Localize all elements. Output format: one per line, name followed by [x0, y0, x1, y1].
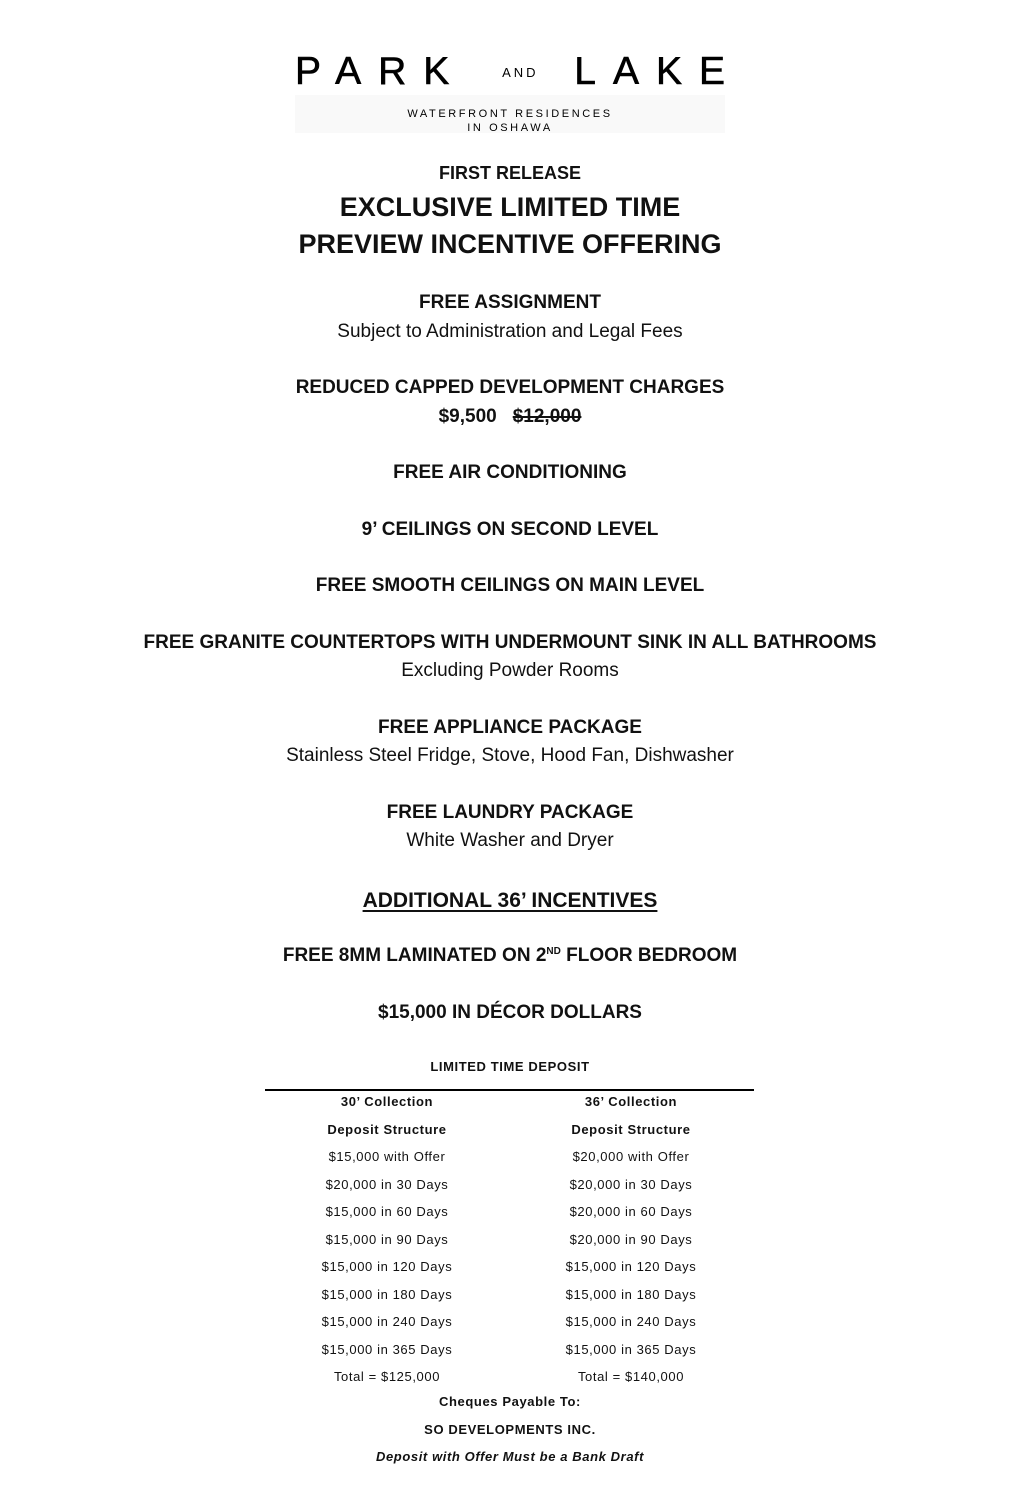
deposit-row: $20,000 in 30 Days	[325, 1176, 449, 1192]
incentive-laundry-note: White Washer and Dryer	[406, 830, 614, 851]
column-structure: Deposit Structure	[571, 1121, 691, 1137]
incentive-ceilings-second-level: 9’ CEILINGS ON SECOND LEVEL	[361, 519, 659, 540]
deposit-row: $15,000 in 180 Days	[321, 1286, 453, 1302]
additional-incentives-heading: ADDITIONAL 36’ INCENTIVES	[362, 889, 658, 912]
deposit-total: Total = $140,000	[577, 1369, 685, 1384]
column-structure: Deposit Structure	[327, 1121, 447, 1137]
logo-word-lake: LAKE	[574, 50, 742, 93]
incentive-dev-charges-title: REDUCED CAPPED DEVELOPMENT CHARGES	[295, 377, 725, 398]
incentive-decor-dollars: $15,000 IN DÉCOR DOLLARS	[378, 1002, 642, 1023]
release-label: FIRST RELEASE	[438, 163, 581, 183]
deposit-row: $20,000 in 30 Days	[569, 1176, 693, 1192]
cheques-payable-label: Cheques Payable To:	[439, 1394, 581, 1409]
deposit-row: $15,000 in 365 Days	[321, 1341, 453, 1357]
deposit-row: $15,000 in 60 Days	[325, 1204, 449, 1219]
logo-tagline-1: WATERFRONT RESIDENCES	[407, 108, 613, 120]
deposit-row: $15,000 in 120 Days	[321, 1259, 453, 1274]
deposit-row: $20,000 with Offer	[572, 1149, 690, 1164]
incentive-granite-title: FREE GRANITE COUNTERTOPS WITH UNDERMOUNT SINK IN ALL BATHROOMS	[143, 632, 877, 653]
column-collection: 36’ Collection	[584, 1094, 678, 1109]
dev-charges-old-price: $12,000	[512, 406, 582, 427]
laminate-superscript: ND	[546, 946, 561, 957]
column-collection: 30’ Collection	[340, 1094, 434, 1109]
incentive-air-conditioning: FREE AIR CONDITIONING	[393, 462, 627, 483]
dev-charges-new-price: $9,500	[438, 406, 497, 427]
page-title-line-1: EXCLUSIVE LIMITED TIME	[339, 192, 681, 222]
logo-word-park: PARK	[295, 50, 467, 93]
deposit-column-30	[265, 1090, 509, 1395]
deposit-total: Total = $125,000	[333, 1369, 441, 1384]
deposit-row: $15,000 in 180 Days	[565, 1286, 697, 1302]
deposit-row: $15,000 with Offer	[328, 1149, 446, 1164]
incentive-appliance-note: Stainless Steel Fridge, Stove, Hood Fan, Dishwasher	[286, 745, 734, 766]
incentive-laundry-title: FREE LAUNDRY PACKAGE	[386, 802, 634, 823]
deposit-row: $15,000 in 240 Days	[565, 1314, 697, 1329]
dev-charges-prices	[0, 406, 1020, 428]
laminate-text-pre: FREE 8MM LAMINATED ON 2	[282, 945, 547, 966]
bank-draft-note: Deposit with Offer Must be a Bank Draft	[375, 1449, 645, 1464]
incentive-laminate	[0, 945, 1020, 967]
incentive-appliance-title: FREE APPLIANCE PACKAGE	[378, 717, 642, 738]
logo-word-and: AND	[502, 64, 539, 80]
incentive-granite-note: Excluding Powder Rooms	[401, 660, 619, 681]
deposit-row: $20,000 in 90 Days	[569, 1231, 693, 1247]
payee-name: SO DEVELOPMENTS INC.	[424, 1422, 596, 1437]
deposit-row: $15,000 in 365 Days	[565, 1341, 697, 1357]
deposit-row: $20,000 in 60 Days	[569, 1204, 693, 1219]
deposit-row: $15,000 in 120 Days	[565, 1259, 697, 1274]
deposit-title: LIMITED TIME DEPOSIT	[430, 1059, 590, 1074]
page-title-line-2: PREVIEW INCENTIVE OFFERING	[298, 229, 722, 259]
incentive-assignment-title: FREE ASSIGNMENT	[419, 292, 601, 313]
logo-tagline-2: IN OSHAWA	[467, 122, 553, 134]
incentive-assignment-note: Subject to Administration and Legal Fees	[337, 321, 683, 342]
deposit-column-36	[509, 1090, 753, 1395]
deposit-row: $15,000 in 240 Days	[321, 1314, 453, 1329]
laminate-text-post: FLOOR BEDROOM	[560, 945, 738, 966]
incentive-smooth-ceilings: FREE SMOOTH CEILINGS ON MAIN LEVEL	[315, 575, 705, 596]
deposit-row: $15,000 in 90 Days	[325, 1231, 449, 1247]
logo	[295, 50, 742, 93]
